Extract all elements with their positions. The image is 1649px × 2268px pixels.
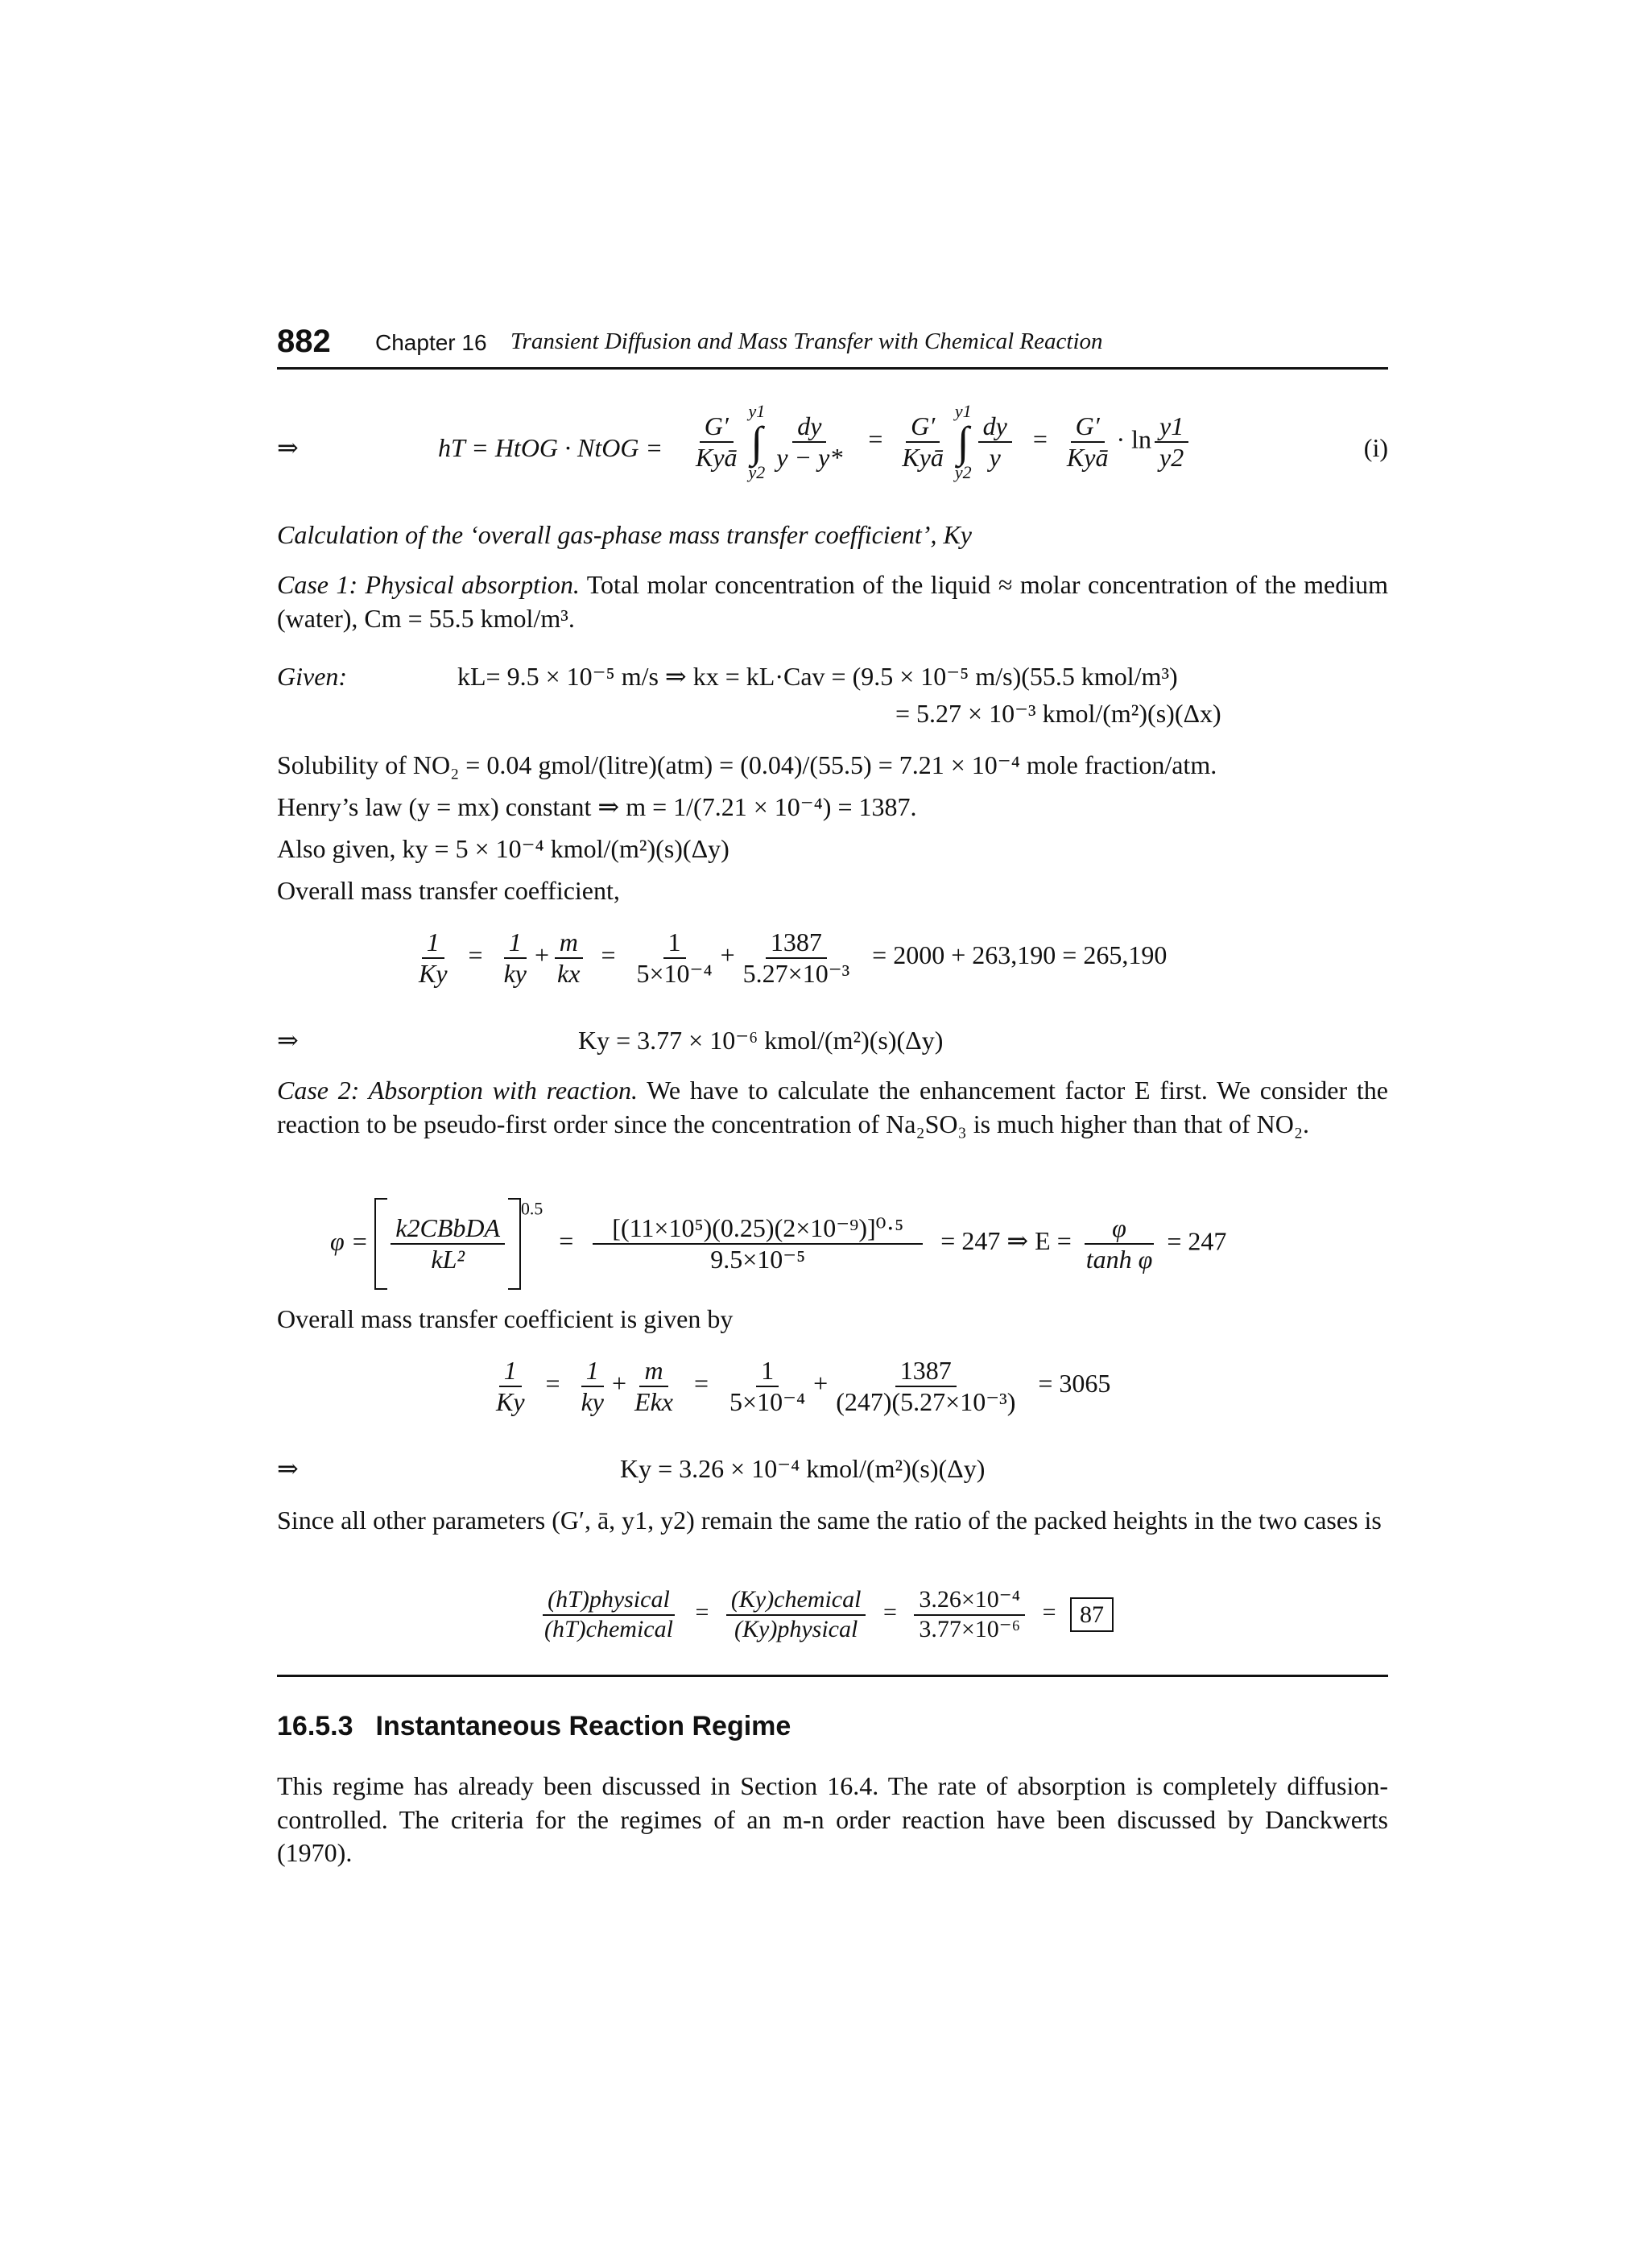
eq-i-integrand-1: $\frac{dy}{y - y*}$ <box>776 411 843 472</box>
page-number: 882 <box>277 324 331 359</box>
equation-i: ⇒ hT = HtOG · NtOG = $\frac{G'}{\text{Kyā}}$ y1 ∫ y2 $\frac{dy}{y - y*}$ = $\frac{G'}{\text{Kyā}}$ y1 ∫ y2 $\frac{dy}{y}$ = $\frac{G'}{\text{Kyā}}$ · ln $\frac{y1}{y2}$ (i) <box>277 401 1388 482</box>
eq-i-frac-3: $\frac{G'}{\text{Kyā}}$ <box>1066 411 1109 472</box>
overall-label-1: Overall mass transfer coefficient, <box>277 876 620 905</box>
end-rule <box>277 1675 1388 1677</box>
eq-i-lhs: hT = HtOG · NtOG = <box>438 433 663 462</box>
phi-equation: φ = $\frac{\text{k2CBbDA}}{\text{kL²}}$ $^{0.5}$ = $\frac{\text{[(11×10⁵)(0.25)(2×10⁻⁹)]⁰·⁵}}{\text{9.5×10⁻⁵}}$ = 247 ⇒ E = $\frac{\varphi}{\text{tanh φ}}$ = 247 <box>330 1198 1226 1290</box>
implies-arrow: ⇒ <box>277 433 299 462</box>
ratio-equation: $\frac{\text{(hT)physical}}{\text{(hT)chemical}}$ = $\frac{\text{(Ky)chemical}}{\text{(Ky)physical}}$ = $\frac{\text{3.26×10⁻⁴}}{\text{3.77×10⁻⁶}}$ = 87 <box>536 1586 1114 1643</box>
solubility-line: Solubility of NO₂ = 0.04 gmol/(litre)(atm) = (0.04)/(55.5) = 7.21 × 10⁻⁴ mole fraction/atm. <box>277 750 1217 779</box>
chapter-label: Chapter 16 <box>375 330 487 355</box>
given-label: Given: <box>277 662 348 691</box>
overall-label-2: Overall mass transfer coefficient is given by <box>277 1304 734 1333</box>
henry-line: Henry’s law (y = mx) constant ⇒ m = 1/(7.21 × 10⁻⁴) = 1387. <box>277 792 917 821</box>
also-given-line: Also given, ky = 5 × 10⁻⁴ kmol/(m²)(s)(Δy) <box>277 834 729 863</box>
case2-paragraph: Case 2: Absorption with reaction. We have to calculate the enhancement factor E first. We consider the reaction to be pseudo-first order since the concentration of Na₂SO₃ is much higher than that of NO₂. <box>277 1076 1388 1138</box>
implies-arrow-3: ⇒ <box>277 1454 299 1483</box>
ky-result-1: Ky = 3.77 × 10⁻⁶ kmol/(m²)(s)(Δy) <box>578 1026 944 1055</box>
given-line-2: = 5.27 × 10⁻³ kmol/(m²)(s)(Δx) <box>895 699 1221 728</box>
chapter-title: Transient Diffusion and Mass Transfer with Chemical Reaction <box>510 328 1103 354</box>
section-heading: 16.5.3 Instantaneous Reaction Regime <box>277 1711 791 1741</box>
case1-equation: $\frac{1}{Ky}$ = $\frac{1}{ky}$ + $\frac{m}{kx}$ = $\frac{1}{\text{5×10⁻⁴}}$ + $\frac{1387}{\text{5.27×10⁻³}}$ = 2000 + 263,190 = 265,190 <box>419 927 1168 988</box>
case1-paragraph: Case 1: Physical absorption. Total molar concentration of the liquid ≈ molar concentration of the medium (water), Cm = 55.5 kmol/m³. <box>277 570 1389 633</box>
eq-i-integrand-2: $\frac{dy}{y}$ <box>978 411 1012 473</box>
implies-arrow-2: ⇒ <box>277 1026 299 1055</box>
integral-1: y1 ∫ y2 <box>748 401 766 482</box>
ratio-paragraph: Since all other parameters (G′, ā, y1, y2) remain the same the ratio of the packed heights in the two cases is <box>277 1506 1382 1535</box>
eq-i-ln-frac: $\frac{y1}{y2}$ <box>1155 411 1188 473</box>
equation-label: (i) <box>1363 433 1388 462</box>
section-body: This regime has already been discussed in Section 16.4. The rate of absorption is completely diffusion-controlled. The criteria for the regimes of an m-n order reaction have been discussed by Danckwerts (1970). <box>277 1771 1388 1868</box>
integral-2: y1 ∫ y2 <box>954 401 972 482</box>
eq-i-frac-1: $\frac{G'}{\text{Kyā}}$ <box>696 411 738 472</box>
boxed-result: 87 <box>1070 1597 1114 1632</box>
ky-result-2: Ky = 3.26 × 10⁻⁴ kmol/(m²)(s)(Δy) <box>620 1454 986 1483</box>
case2-equation: $\frac{1}{Ky}$ = $\frac{1}{ky}$ + $\frac{m}{\text{Ekx}}$ = $\frac{1}{\text{5×10⁻⁴}}$ + $\frac{1387}{\text{(247)(5.27×10⁻³)}}$ = 3065 <box>496 1356 1111 1416</box>
running-header <box>277 320 1388 370</box>
given-line-1: kL= 9.5 × 10⁻⁵ m/s ⇒ kx = kL·Cav = (9.5 × 10⁻⁵ m/s)(55.5 kmol/m³) <box>457 662 1178 691</box>
eq-i-frac-2: $\frac{G'}{\text{Kyā}}$ <box>902 411 944 472</box>
calc-heading: Calculation of the ‘overall gas-phase mass transfer coefficient’, Ky <box>277 520 972 549</box>
